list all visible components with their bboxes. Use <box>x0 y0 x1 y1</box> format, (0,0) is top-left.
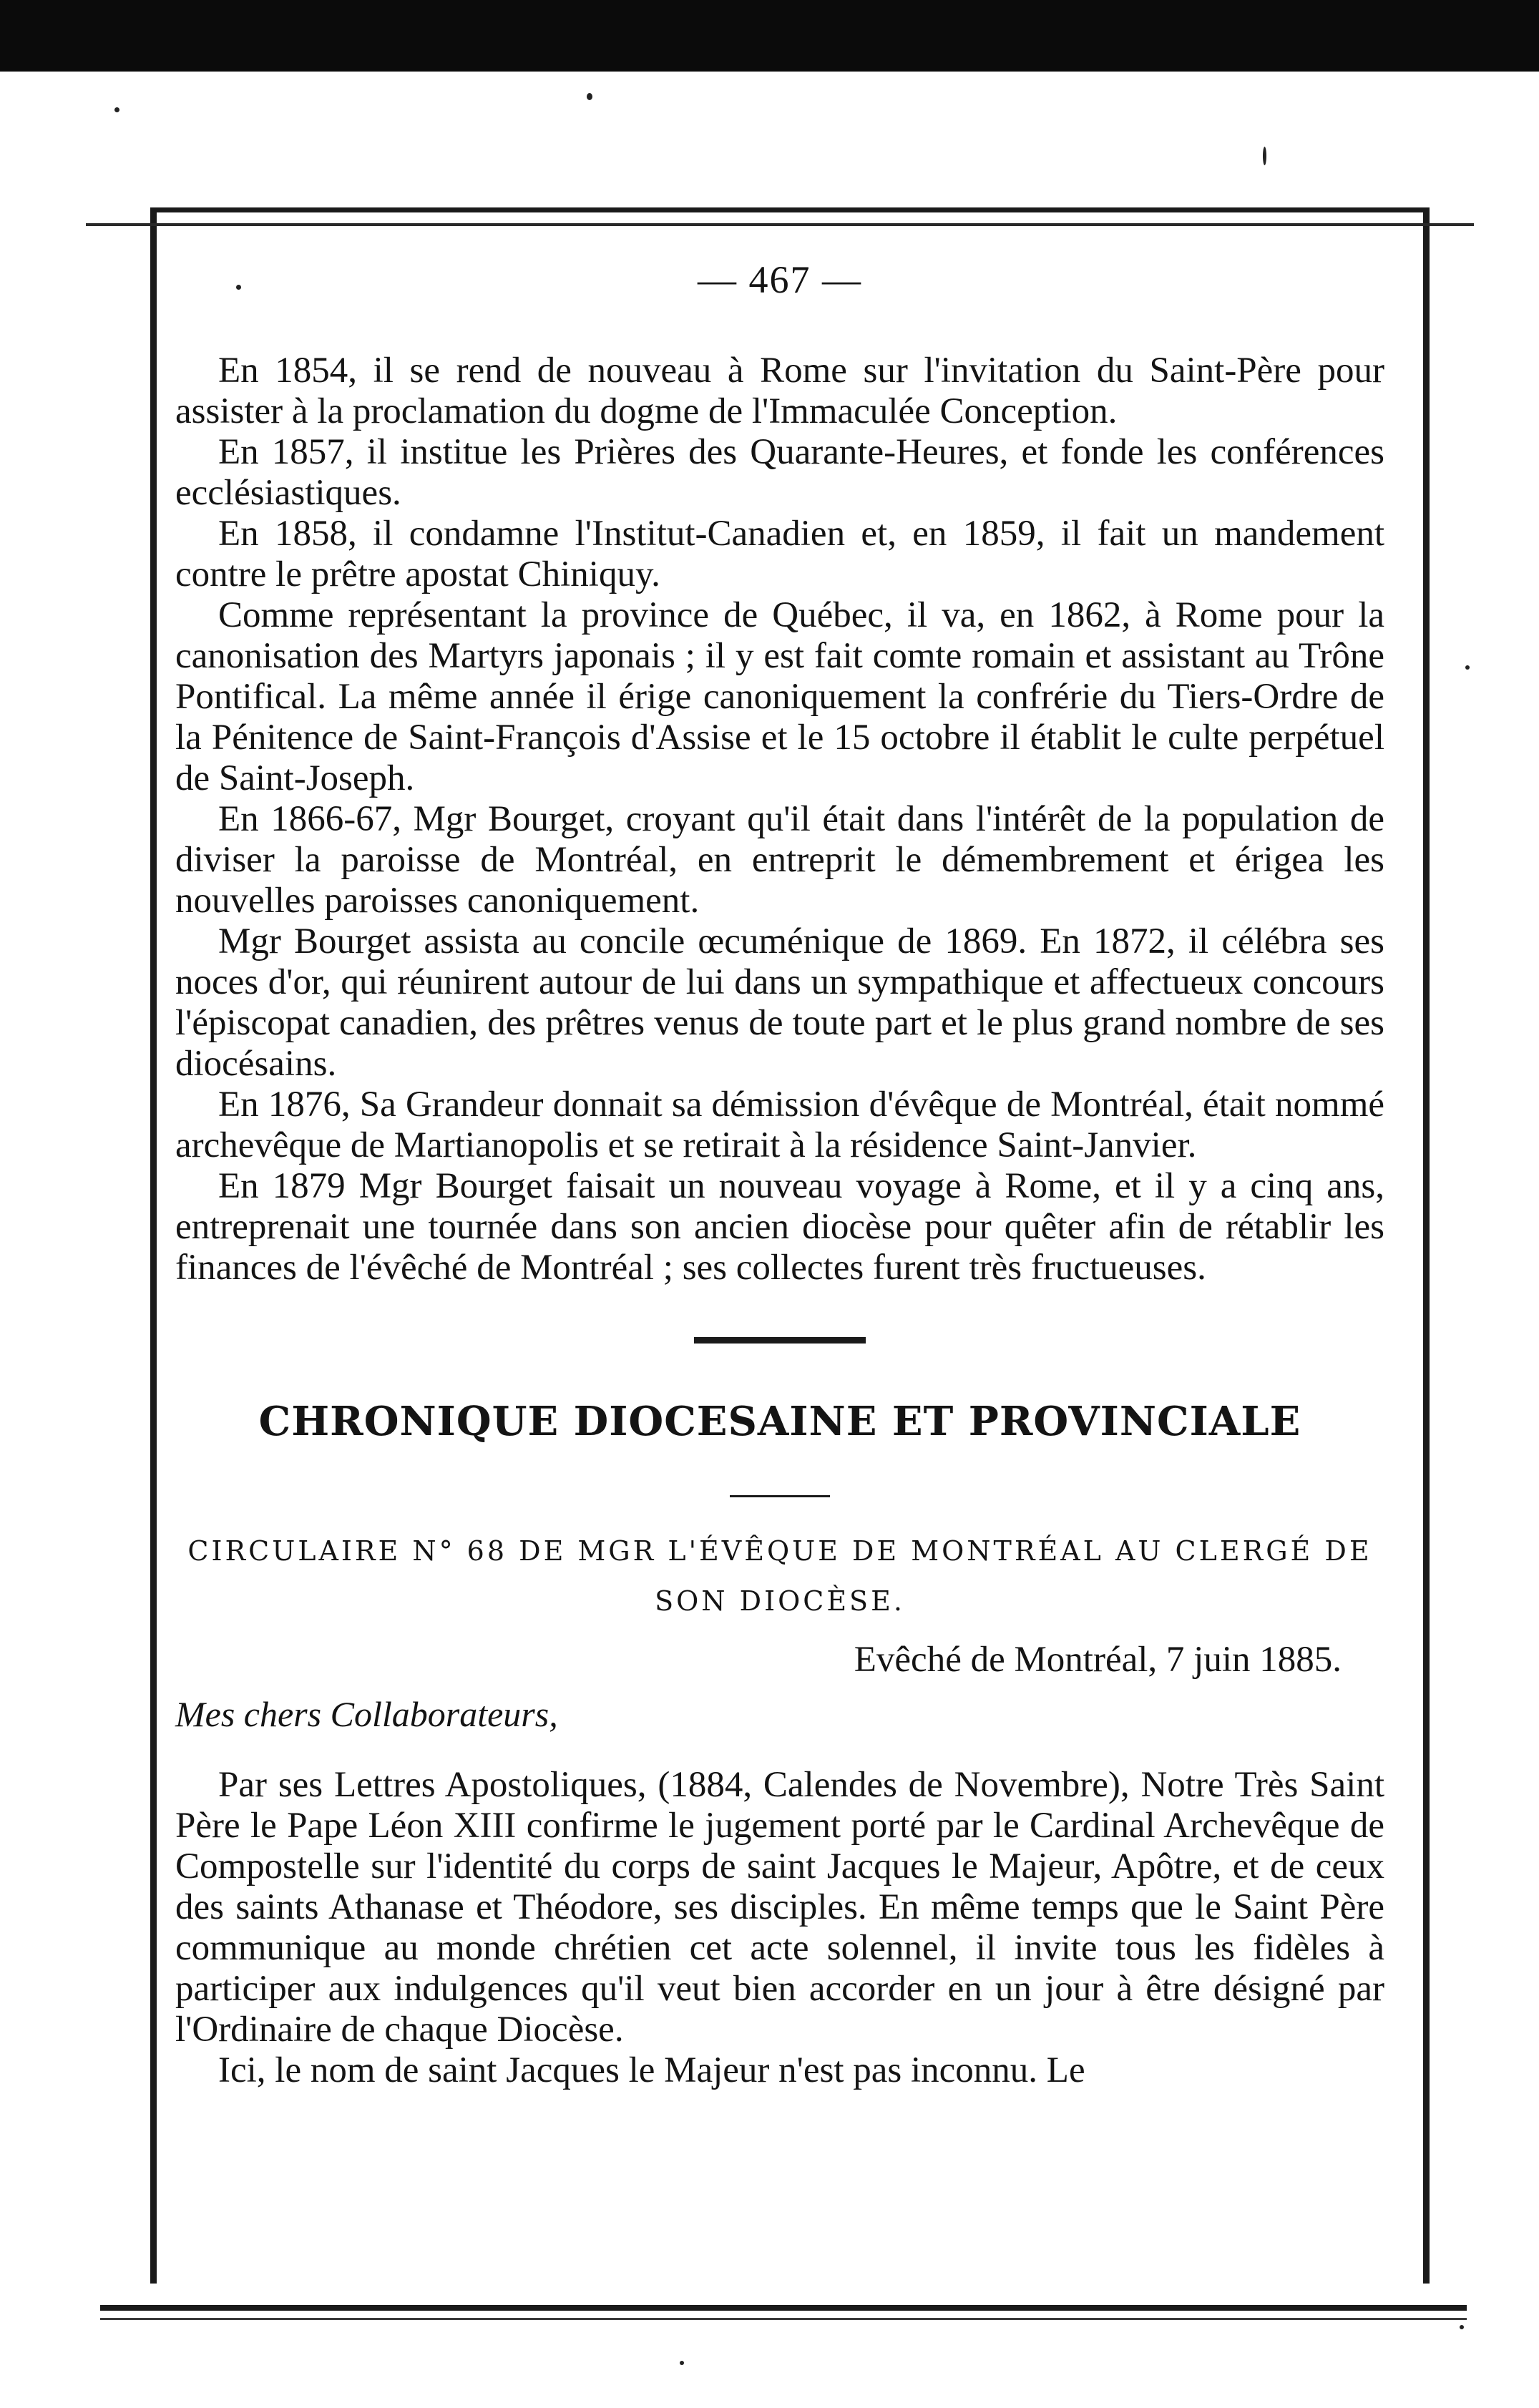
biography-paragraph: En 1854, il se rend de nouveau à Rome sur l'invitation du Saint-Père pour assister à la proclamation du dogme de l'Immaculée Conception. <box>175 351 1384 431</box>
frame-bottom-rule <box>100 2305 1467 2311</box>
frame-bottom-rule-thin <box>100 2318 1467 2320</box>
biography-paragraph: En 1857, il institue les Prières des Quarante-Heures, et fonde les conférences ecclésiastiques. <box>175 432 1384 513</box>
page-content <box>175 258 1384 2091</box>
biography-paragraph: En 1879 Mgr Bourget faisait un nouveau voyage à Rome, et il y a cinq ans, entreprenait une tournée dans son ancien diocèse pour quêter afin de rétablir les finances de l'évêché de Montréal ; ses collectes furent très fructueuses. <box>175 1166 1384 1288</box>
biography-section <box>175 351 1384 1288</box>
title-divider <box>730 1495 830 1497</box>
page-number: — 467 — <box>698 258 862 301</box>
biography-paragraph: En 1876, Sa Grandeur donnait sa démission d'évêque de Montréal, était nommé archevêque de Martianopolis et se retirait à la résidence Saint-Janvier. <box>175 1085 1384 1165</box>
circular-paragraph: Ici, le nom de saint Jacques le Majeur n'est pas inconnu. Le <box>218 2050 1085 2090</box>
scan-top-band <box>0 0 1539 72</box>
frame-top-rule <box>86 223 1474 226</box>
circular-paragraph: Par ses Lettres Apostoliques, (1884, Calendes de Novembre), Notre Très Saint Père le Pape Léon XIII confirme le jugement porté par le Cardinal Archevêque de Compostelle sur l'identité du corps de saint Jacques le Majeur, Apôtre, et de ceux des saints Athanase et Théodore, ses disciples. En même temps que le Saint Père communique au monde chrétien cet acte solennel, il invite tous les fidèles à participer aux indulgences qu'il veut bien accorder en un jour à être désigné par l'Ordinaire de chaque Diocèse. <box>175 1765 1384 2050</box>
biography-paragraph: En 1866-67, Mgr Bourget, croyant qu'il était dans l'intérêt de la population de diviser la paroisse de Montréal, en entreprit le démembrement et érigea les nouvelles paroisses canoniquement. <box>175 799 1384 921</box>
section-title: CHRONIQUE DIOCESAINE ET PROVINCIALE <box>258 1398 1301 1445</box>
biography-paragraph: En 1858, il condamne l'Institut-Canadien et, en 1859, il fait un mandement contre le prêtre apostat Chiniquy. <box>175 514 1384 594</box>
circular-heading <box>175 1526 1384 1626</box>
section-divider <box>694 1337 866 1344</box>
salutation: Mes chers Collaborateurs, <box>175 1694 558 1734</box>
dateline: Evêché de Montréal, 7 juin 1885. <box>854 1640 1342 1680</box>
circular-heading-line2: SON DIOCÈSE. <box>655 1585 905 1617</box>
biography-paragraph: Mgr Bourget assista au concile œcuménique de 1869. En 1872, il célébra ses noces d'or, qui réunirent autour de lui dans un sympathique et affectueux concours l'épiscopat canadien, des prêtres venus de toute part et le plus grand nombre de ses diocésains. <box>175 921 1384 1084</box>
circular-body <box>175 1765 1384 2091</box>
circular-heading-line1: CIRCULAIRE N° 68 DE MGR L'ÉVÊQUE DE MONTRÉAL AU CLERGÉ DE <box>187 1535 1372 1567</box>
biography-paragraph: Comme représentant la province de Québec, il va, en 1862, à Rome pour la canonisation des Martyrs japonais ; il y est fait comte romain et assistant au Trône Pontifical. La même année il érige canoniquement la confrérie du Tiers-Ordre de la Pénitence de Saint-François d'Assise et le 15 octobre il établit le culte perpétuel de Saint-Joseph. <box>175 595 1384 798</box>
